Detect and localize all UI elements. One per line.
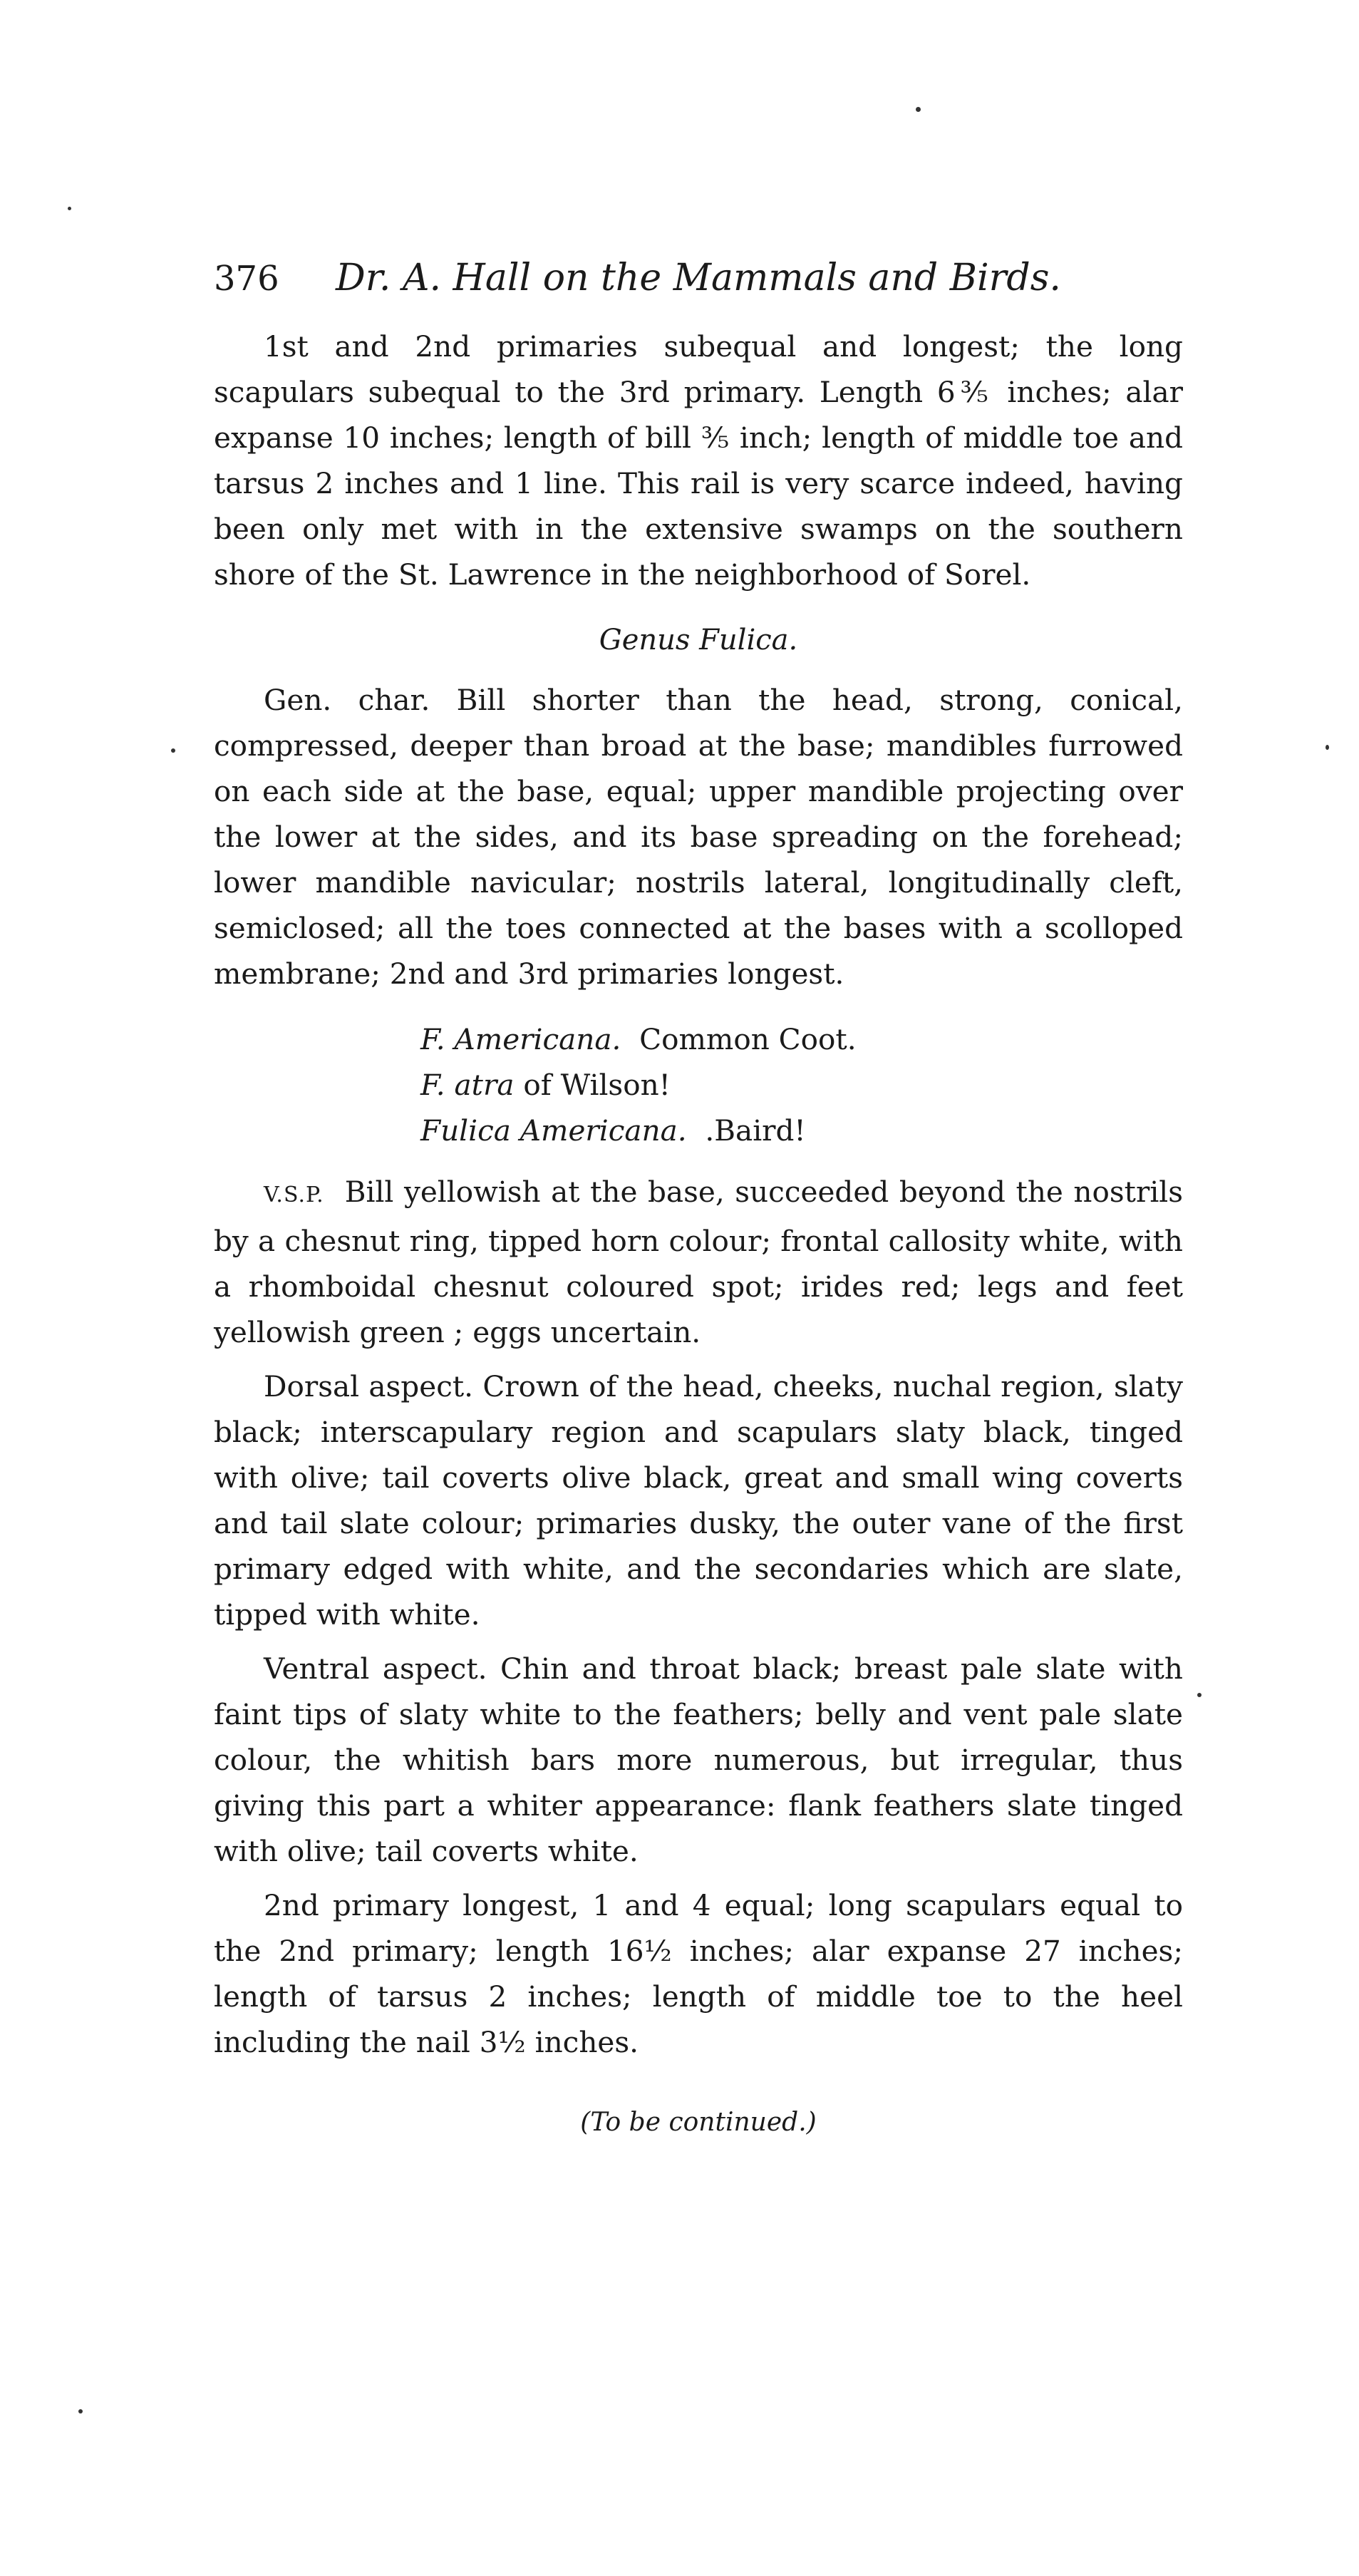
paragraph-ventral-aspect: Ventral aspect. Chin and throat black; breast pale slate with faint tips of slaty white to the feathers; belly and vent pale slate colour, the whitish bars more numerous, but irregular, thus giving this part a whiter appearance: flank feathers slate tinged with olive; tail coverts white. [214,1652,1183,1868]
page-header [214,257,1183,314]
paragraph-measurements: 2nd primary longest, 1 and 4 equal; long scapulars equal to the 2nd primary; length 16½ inches; alar expanse 27 inches; length of tarsus 2 inches; length of middle toe to the heel including the nail 3½ inches. [214,1888,1183,2059]
scan-speck [78,2409,83,2413]
synonym-line [420,1062,1183,1108]
paragraph-vsp [214,1169,1183,1355]
synonym-name: F. Americana. [420,1022,621,1056]
scan-speck [68,207,71,210]
synonym-text: Common Coot. [639,1022,857,1056]
synonym-name: F. atra [420,1068,515,1102]
running-title: Dr. A. Hall on the Mammals and Birds. [336,257,1061,299]
synonym-name: Fulica Americana. [420,1113,687,1148]
synonym-line [420,1016,1183,1062]
genus-heading: Genus Fulica. [599,624,798,656]
vsp-label: V.S.P. [264,1183,324,1207]
synonym-line [420,1108,1183,1153]
paragraph-dorsal-aspect: Dorsal aspect. Crown of the head, cheeks, nuchal region, slaty black; interscapulary region and scapulars slaty black, tinged with olive; tail coverts olive black, great and small wing coverts and tail slate colour; primaries dusky, the outer vane of the first primary edged with white, and the secondaries which are slate, tipped with white. [214,1369,1183,1632]
synonym-list [420,1016,1183,1153]
scan-speck [916,107,921,112]
synonym-text: of Wilson! [523,1068,671,1102]
scan-speck [171,748,175,753]
scan-speck [1326,745,1329,750]
synonym-text: .Baird! [705,1113,806,1148]
book-page [214,257,1183,2140]
paragraph-generic-characters: Gen. char. Bill shorter than the head, strong, conical, compressed, deeper than broad at the base; mandibles furrowed on each side at the base, equal; upper mandible projecting over the lower at the sides, and its base spreading on the forehead; lower mandible navicular; nostrils lateral, longitudinally cleft, semiclosed; all the toes connected at the bases with a scolloped membrane; 2nd and 3rd primaries longest. [214,683,1183,991]
page-number: 376 [214,259,279,299]
scan-speck [1197,1693,1202,1697]
to-be-continued-note: (To be continued.) [580,2108,817,2137]
paragraph-rail-description: 1st and 2nd primaries subequal and longest; the long scapulars subequal to the 3rd primary. Length 6⅗ inches; alar expanse 10 inches; length of bill ⅗ inch; length of middle toe and tarsus 2 inches and 1 line. This rail is very scarce indeed, having been only met with in the extensive swamps on the southern shore of the St. Lawrence in the neighborhood of Sorel. [214,329,1183,592]
vsp-text: Bill yellowish at the base, succeeded beyond the nostrils by a chesnut ring, tipped horn colour; frontal callosity white, with a rhomboidal chesnut coloured spot; irides red; legs and feet yellowish green ; eggs uncertain. [214,1175,1184,1349]
